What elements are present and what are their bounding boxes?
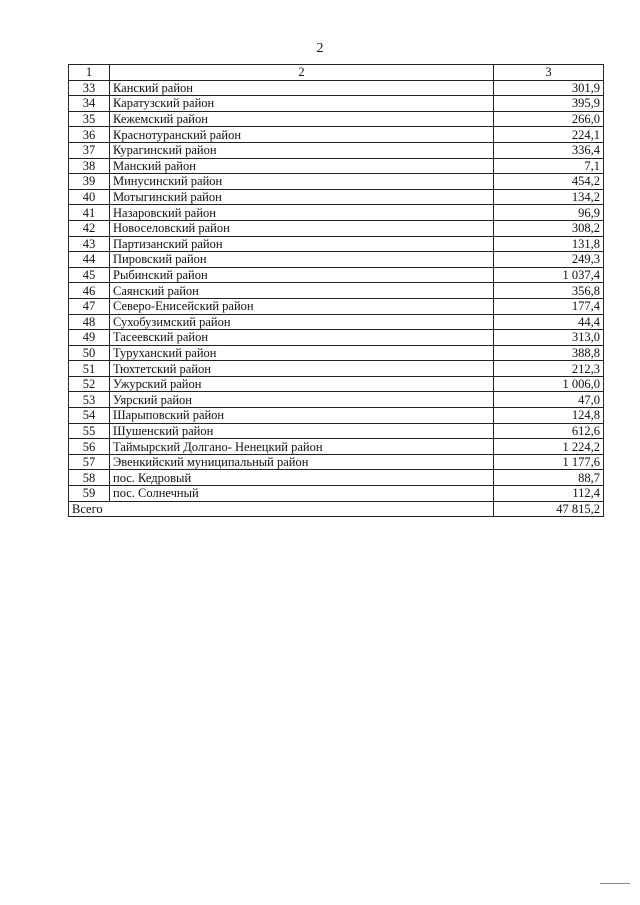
total-value-cell: 47 815,2 xyxy=(494,501,604,517)
row-name-cell: Партизанский район xyxy=(110,236,494,252)
row-value-cell: 308,2 xyxy=(494,220,604,236)
row-value-cell: 1 224,2 xyxy=(494,439,604,455)
row-name-cell: пос. Кедровый xyxy=(110,470,494,486)
row-value-cell: 44,4 xyxy=(494,314,604,330)
table-row xyxy=(69,439,604,455)
row-name-cell: Краснотуранский район xyxy=(110,127,494,143)
row-value-cell: 124,8 xyxy=(494,408,604,424)
row-name-cell: Ужурский район xyxy=(110,376,494,392)
row-number-cell: 39 xyxy=(69,174,110,190)
table-row xyxy=(69,267,604,283)
row-number-cell: 33 xyxy=(69,80,110,96)
row-number-cell: 53 xyxy=(69,392,110,408)
row-number-cell: 56 xyxy=(69,439,110,455)
row-value-cell: 388,8 xyxy=(494,345,604,361)
row-number-cell: 41 xyxy=(69,205,110,221)
table-row xyxy=(69,189,604,205)
row-value-cell: 131,8 xyxy=(494,236,604,252)
allocation-table xyxy=(68,64,604,517)
row-number-cell: 47 xyxy=(69,298,110,314)
row-number-cell: 55 xyxy=(69,423,110,439)
row-value-cell: 224,1 xyxy=(494,127,604,143)
row-number-cell: 50 xyxy=(69,345,110,361)
row-name-cell: Курагинский район xyxy=(110,142,494,158)
row-number-cell: 34 xyxy=(69,96,110,112)
row-name-cell: Сухобузимский район xyxy=(110,314,494,330)
row-number-cell: 54 xyxy=(69,408,110,424)
row-number-cell: 43 xyxy=(69,236,110,252)
table-row xyxy=(69,408,604,424)
row-name-cell: Рыбинский район xyxy=(110,267,494,283)
table-header-row xyxy=(69,65,604,81)
table-row xyxy=(69,330,604,346)
row-name-cell: Северо-Енисейский район xyxy=(110,298,494,314)
row-number-cell: 44 xyxy=(69,252,110,268)
row-value-cell: 336,4 xyxy=(494,142,604,158)
table-row xyxy=(69,174,604,190)
table-row xyxy=(69,80,604,96)
table-row xyxy=(69,470,604,486)
row-number-cell: 35 xyxy=(69,111,110,127)
row-value-cell: 1 177,6 xyxy=(494,454,604,470)
table-row xyxy=(69,96,604,112)
row-value-cell: 301,9 xyxy=(494,80,604,96)
table-row xyxy=(69,486,604,502)
total-label-cell: Всего xyxy=(69,501,494,517)
header-cell-number: 1 xyxy=(69,65,110,81)
row-name-cell: Саянский район xyxy=(110,283,494,299)
row-value-cell: 47,0 xyxy=(494,392,604,408)
row-name-cell: Новоселовский район xyxy=(110,220,494,236)
row-name-cell: Туруханский район xyxy=(110,345,494,361)
row-number-cell: 37 xyxy=(69,142,110,158)
table-row xyxy=(69,314,604,330)
row-value-cell: 266,0 xyxy=(494,111,604,127)
header-cell-name: 2 xyxy=(110,65,494,81)
table-row xyxy=(69,283,604,299)
row-name-cell: Таймырский Долгано- Ненецкий район xyxy=(110,439,494,455)
row-number-cell: 58 xyxy=(69,470,110,486)
table-row xyxy=(69,361,604,377)
row-number-cell: 45 xyxy=(69,267,110,283)
row-value-cell: 612,6 xyxy=(494,423,604,439)
row-name-cell: Шарыповский район xyxy=(110,408,494,424)
row-value-cell: 177,4 xyxy=(494,298,604,314)
row-name-cell: Уярский район xyxy=(110,392,494,408)
table-body xyxy=(69,65,604,517)
row-number-cell: 38 xyxy=(69,158,110,174)
row-name-cell: Канский район xyxy=(110,80,494,96)
row-name-cell: Пировский район xyxy=(110,252,494,268)
row-name-cell: Назаровский район xyxy=(110,205,494,221)
scan-edge-mark xyxy=(600,883,630,884)
table-row xyxy=(69,205,604,221)
page-number: 2 xyxy=(316,41,324,56)
table-row xyxy=(69,127,604,143)
row-name-cell: пос. Солнечный xyxy=(110,486,494,502)
row-number-cell: 48 xyxy=(69,314,110,330)
row-name-cell: Минусинский район xyxy=(110,174,494,190)
row-name-cell: Тюхтетский район xyxy=(110,361,494,377)
row-number-cell: 52 xyxy=(69,376,110,392)
row-value-cell: 454,2 xyxy=(494,174,604,190)
table-row xyxy=(69,111,604,127)
table-row xyxy=(69,392,604,408)
table-row xyxy=(69,423,604,439)
row-value-cell: 356,8 xyxy=(494,283,604,299)
row-value-cell: 88,7 xyxy=(494,470,604,486)
row-name-cell: Шушенский район xyxy=(110,423,494,439)
table-row xyxy=(69,345,604,361)
row-value-cell: 1 006,0 xyxy=(494,376,604,392)
row-number-cell: 51 xyxy=(69,361,110,377)
table-row xyxy=(69,376,604,392)
row-number-cell: 59 xyxy=(69,486,110,502)
row-number-cell: 49 xyxy=(69,330,110,346)
row-value-cell: 212,3 xyxy=(494,361,604,377)
row-value-cell: 313,0 xyxy=(494,330,604,346)
row-number-cell: 42 xyxy=(69,220,110,236)
table-row xyxy=(69,158,604,174)
row-value-cell: 395,9 xyxy=(494,96,604,112)
table-row xyxy=(69,252,604,268)
row-name-cell: Кежемский район xyxy=(110,111,494,127)
header-cell-value: 3 xyxy=(494,65,604,81)
table-row xyxy=(69,454,604,470)
total-row xyxy=(69,501,604,517)
row-number-cell: 40 xyxy=(69,189,110,205)
row-value-cell: 7,1 xyxy=(494,158,604,174)
table-row xyxy=(69,142,604,158)
row-name-cell: Тасеевский район xyxy=(110,330,494,346)
table-row xyxy=(69,236,604,252)
row-value-cell: 134,2 xyxy=(494,189,604,205)
row-number-cell: 36 xyxy=(69,127,110,143)
row-value-cell: 1 037,4 xyxy=(494,267,604,283)
table-row xyxy=(69,298,604,314)
row-name-cell: Мотыгинский район xyxy=(110,189,494,205)
row-number-cell: 57 xyxy=(69,454,110,470)
row-name-cell: Каратузский район xyxy=(110,96,494,112)
row-value-cell: 112,4 xyxy=(494,486,604,502)
row-name-cell: Манский район xyxy=(110,158,494,174)
row-number-cell: 46 xyxy=(69,283,110,299)
row-name-cell: Эвенкийский муниципальный район xyxy=(110,454,494,470)
row-value-cell: 96,9 xyxy=(494,205,604,221)
table-row xyxy=(69,220,604,236)
row-value-cell: 249,3 xyxy=(494,252,604,268)
